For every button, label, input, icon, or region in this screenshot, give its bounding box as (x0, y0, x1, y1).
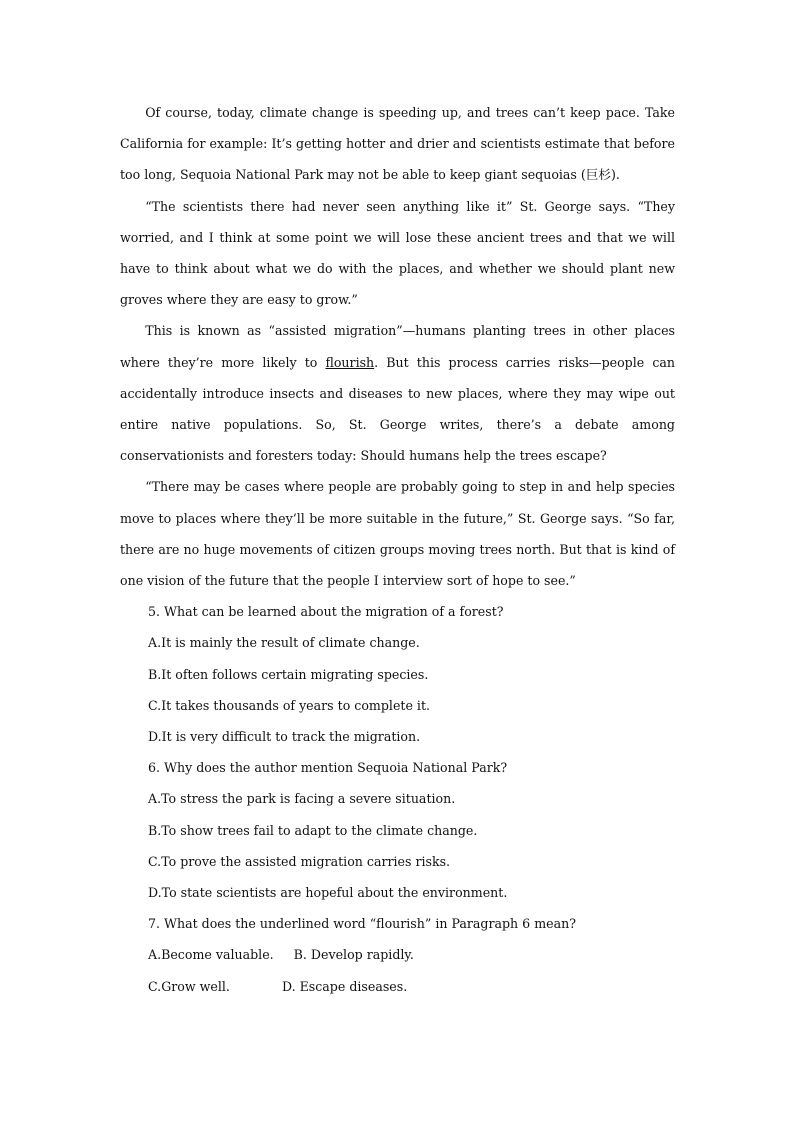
paragraph-4: “There may be cases where people are probably going to step in and help species move to places where they’ll be more suitable in the future,” St. George says. “So far, there are no huge movements of citizen groups moving trees north. But that is kind of one vision of the future that the people I interview sort of hope to see.” (120, 479, 675, 589)
question-7-option-a: A.Become valuable. (148, 947, 274, 963)
question-7-option-c: C.Grow well. (148, 978, 230, 994)
question-7-options-row-2 (120, 971, 675, 1002)
question-5-option-b: B.It often follows certain migrating species. (148, 666, 429, 682)
underlined-word: flourish (325, 354, 375, 370)
question-7-option-b: B. Develop rapidly. (293, 947, 414, 963)
question-7-options-row-1 (120, 939, 675, 970)
question-6-stem: 6. Why does the author mention Sequoia National Park? (148, 760, 508, 776)
question-5-stem: 5. What can be learned about the migration of a forest? (148, 604, 504, 620)
paragraph-2: “The scientists there had never seen anything like it” St. George says. “They worried, and I think at some point we will lose these ancient trees and that we will have to think about what we do with the places, and whether we should plant new groves where they are easy to grow.” (120, 198, 675, 308)
question-7-stem: 7. What does the underlined word “flourish” in Paragraph 6 mean? (148, 916, 576, 932)
paragraph-3-start: This is known as “assisted migration”—humans planting trees in other places where they’re more likely to (120, 323, 675, 370)
question-6-option-a: A.To stress the park is facing a severe situation. (148, 791, 456, 807)
paragraph-1: Of course, today, climate change is speeding up, and trees can’t keep pace. Take California for example: It’s getting hotter and drier and scientists estimate that before too long, Sequoia National Park may not be able to keep giant sequoias (巨杉). (120, 105, 675, 183)
exam-page (120, 97, 675, 1002)
question-6-option-b: B.To show trees fail to adapt to the climate change. (148, 822, 478, 838)
question-6-option-d: D.To state scientists are hopeful about the environment. (148, 885, 508, 901)
question-6-option-c: C.To prove the assisted migration carries risks. (148, 853, 451, 869)
question-7-option-d: D. Escape diseases. (281, 978, 408, 994)
question-5-option-c: C.It takes thousands of years to complete it. (148, 697, 431, 713)
question-5-option-a: A.It is mainly the result of climate change. (148, 635, 420, 651)
paragraph-3 (120, 315, 675, 471)
paragraph-3-end: . But this process carries risks—people can accidentally introduce insects and diseases to new places, where they may wipe out entire native populations. So, St. George writes, there’s a debate among conservationists and foresters today: Should humans help the trees escape? (120, 354, 675, 464)
question-5-option-d: D.It is very difficult to track the migration. (148, 729, 421, 745)
